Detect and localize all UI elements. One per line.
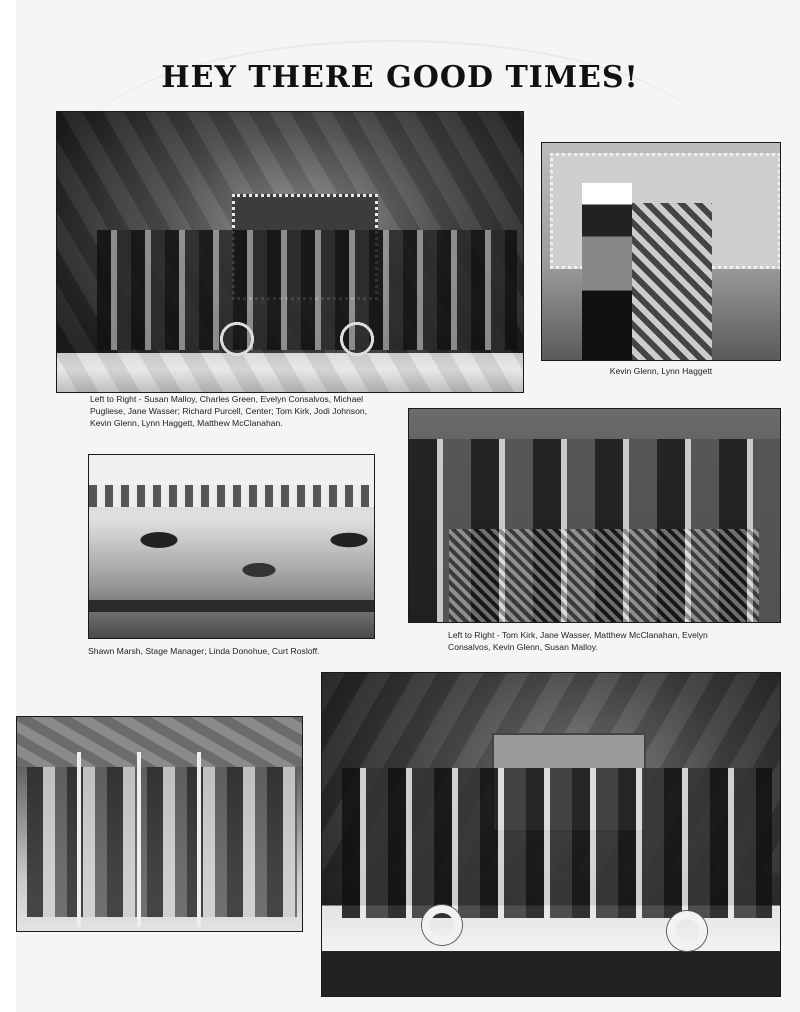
crew-figures <box>119 510 369 630</box>
photo-rehearsal <box>16 716 303 932</box>
performer-left <box>582 183 632 361</box>
photo-full-cast <box>56 111 524 393</box>
railing <box>89 600 375 612</box>
photo-stage-manager <box>88 454 375 639</box>
caption-full-cast: Left to Right - Susan Malloy, Charles Green, Evelyn Consalvos, Michael Pugliese, Jane Wasser; Richard Purcell, Center; Tom Kirk, Jodi Johnson, Kevin Glenn, Lynn Haggett, Matthew McClanahan. <box>90 394 368 428</box>
canopy-stripes <box>89 485 375 507</box>
caption-duo: Kevin Glenn, Lynn Haggett <box>609 366 713 376</box>
caption-stage-manager: Shawn Marsh, Stage Manager; Linda Donohue, Curt Rosloff. <box>88 646 320 656</box>
plaid-costumes <box>449 529 759 623</box>
life-ring-right <box>667 911 707 951</box>
page-title: HEY THERE GOOD TIMES! <box>161 60 639 95</box>
wagon-wheels <box>217 317 377 362</box>
performer-right <box>632 203 712 361</box>
oars <box>47 752 227 927</box>
photo-duo <box>541 142 781 361</box>
sailor-cast <box>342 768 772 918</box>
life-ring-left <box>422 905 462 945</box>
caption-six-performers: Left to Right - Tom Kirk, Jane Wasser, Matthew McClanahan, Evelyn Consalvos, Kevin Glenn, Susan Malloy. <box>448 630 708 652</box>
photo-nautical-stage <box>321 672 781 997</box>
photo-six-performers <box>408 408 781 623</box>
